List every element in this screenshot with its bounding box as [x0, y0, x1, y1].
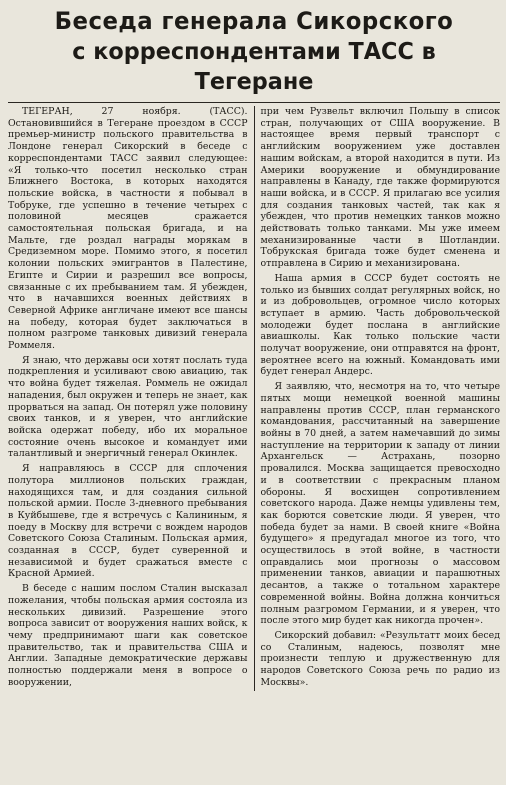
headline-line-2: с корреспондентами ТАСС в Тегеране — [72, 37, 436, 95]
paragraph-3: Я направляюсь в СССР для сплочения полутора миллионов польских граждан, находящихся там, и для создания сильной польской армии. После 3-дневного пребывания в Куйбышеве, где я встречусь с Калининым, я поеду в Москву для встречи с вождем народов Советского Союза Сталиным. Польская армия, созданная в СССР, будет суверенной и независимой и будет сражаться вместе с Красной Армией. — [8, 463, 248, 580]
paragraph-6: Наша армия в СССР будет состоять не только из бывших солдат регулярных войск, но и из добровольцев, огромное число которых вступает в армию. Часть добровольческой молодежи будет послана в английские авиашколы. Как только польские части получат вооружение, они отправятся на фронт, вероятнее всего на южный. Командовать ими будет генерал Андерс. — [260, 272, 500, 378]
headline-line-1: Беседа генерала Сикорского — [54, 7, 454, 35]
paragraph-8: Сикорский добавил: «Результатт моих бесед со Сталиным, надеюсь, позволят мне произнести теплую и дружественную для народов Советского Союза речь по радио из Москвы». — [260, 629, 500, 688]
headline-rule — [8, 102, 500, 103]
column-divider — [254, 106, 255, 691]
article-headline — [20, 6, 487, 96]
left-column — [8, 106, 248, 691]
article-body — [8, 106, 500, 691]
paragraph-5: при чем Рузвельт включил Польшу в список стран, получающих от США вооружение. В настоящее время первый транспорт с английским вооружением уже доставлен нашим войскам, а второй находится в пути. Из Америки вооружение и обмундирование направлены в Канаду, где также формируются наши войска, и в СССР. Я прилагаю все усилия для создания танковых частей, так как я убежден, что против немецких танков можно действовать только танками. Мы уже имеем механизированные части в Шотландии. Тобрукская бригада тоже будет сменена и отправлена в Сирию и механизирована. — [260, 106, 500, 270]
paragraph-7: Я заявляю, что, несмотря на то, что четыре пятых мощи немецкой военной машины направлены против СССР, план германского командования, рассчитанный на завершение войны в 70 дней, а затем намечавший до зимы наступление на территории к западу от линии Архангельск — Астрахань, позорно провалился. Москва защищается превосходно и в соответствии с прекрасным планом обороны. Я восхищен сопротивлением советского народа. Даже немцы удивлены тем, как борются советские люди. Я уверен, что победа будет за нами. В своей книге «Война будущего» я предугадал многое из того, что осуществилось в этой войне, в частности оправдались мои прогнозы о массовом применении танков, авиации и парашютных десантов, а также о тотальном характере современной войны. Война должна кончиться полным разгромом Германии, и я уверен, что после этого мир будет как никогда прочен». — [260, 381, 500, 627]
paragraph-2: Я знаю, что державы оси хотят послать туда подкрепления и усиливают свою авиацию, так что война будет тяжелая. Роммель не ожидал нападения, был окружен и теперь не знает, как прорваться на запад. Он потерял уже половину своих танков, и я уверен, что английские войска одержат победу, ибо их моральное состояние очень высокое и командует ими талантливый и энергичный генерал Окинлек. — [8, 354, 248, 460]
dateline: ТЕГЕРАН, 27 ноября. (ТАСС). — [22, 106, 248, 117]
right-column — [261, 106, 501, 691]
paragraph-1 — [8, 106, 248, 352]
paragraph-1-text: Остановившийся в Тегеране проездом в СССР премьер-министр польского правительства в Лондоне генерал Сикорский в беседе с корреспондентами ТАСС заявил следующее: «Я только-что посетил несколько стран Ближнего Востока, в которых находятся польские войска, в частности я побывал в Тобруке, где успешно в течение четырех с половиной месяцев сражается самостоятельная польская бригада, и на Мальте, где роздал награды морякам в Средиземном море. Помимо этого, я посетил колонии польских эмигрантов в Палестине, Египте и Сирии и разрешил все вопросы, связанные с их пребыванием там. Я убежден, что в начавшихся военных действиях в Северной Африке англичане имеют все шансы на победу, которая будет заключаться в полном разгроме танковых дивизий генерала Роммеля. — [8, 117, 248, 352]
paragraph-4: В беседе с нашим послом Сталин высказал пожелания, чтобы польская армия состояла из нескольких дивизий. Разрешение этого вопроса зависит от вооружения наших войск, к чему предпринимают шаги как советское правительство, так и правительства США и Англии. Западные демократические державы полностью поддержали меня в вопросе о вооружении, — [8, 583, 248, 688]
